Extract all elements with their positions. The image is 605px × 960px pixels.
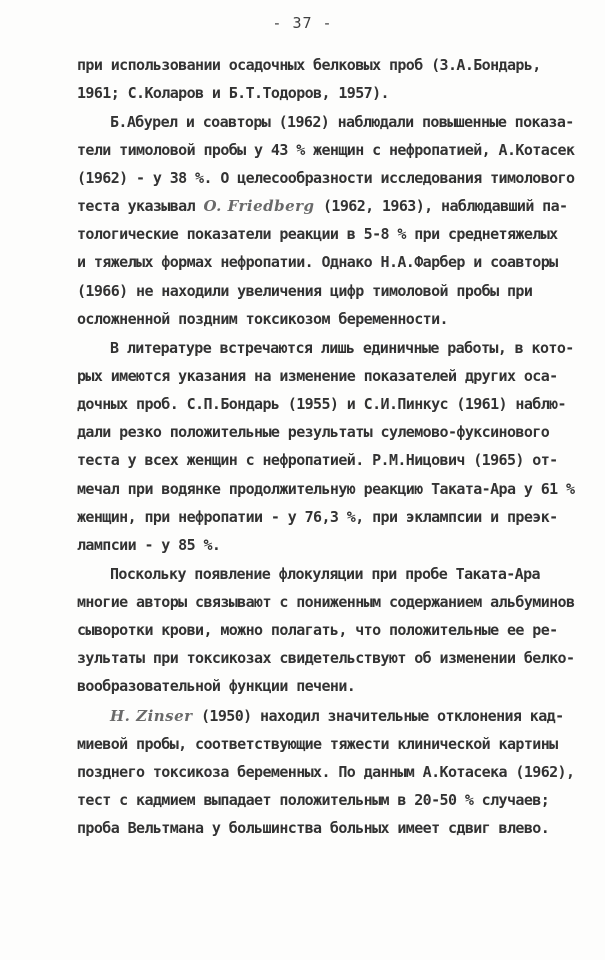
text-line: многие авторы связывают с пониженным содержанием альбуминов — [77, 593, 575, 611]
text-line: женщин, при нефропатии - у 76,3 %, при эклампсии и преэк- — [77, 508, 558, 526]
text-line-with-handwriting — [77, 197, 567, 215]
text-line: мечал при водянке продолжительную реакцию Таката-Ара у 61 % — [77, 480, 575, 498]
text-line: вообразовательной функции печени. — [77, 677, 356, 695]
text-line: и тяжелых формах нефропатии. Однако Н.А.Фарбер и соавторы — [77, 253, 558, 271]
text-line: Поскольку появление флокуляции при пробе Таката-Ара — [110, 565, 540, 583]
text-line: (1962) - у 38 %. О целесообразности исследования тимолового — [77, 169, 575, 187]
text-line: дочных проб. С.П.Бондарь (1955) и С.И.Пинкус (1961) наблю- — [77, 395, 566, 413]
typed-fragment: (1950) находил значительные отклонения кад- — [192, 707, 564, 725]
text-line: Б.Абурел и соавторы (1962) наблюдали повышенные показа- — [110, 113, 574, 131]
text-line: сыворотки крови, можно полагать, что положительные ее ре- — [77, 621, 558, 639]
handwritten-author-name: O. Friedberg — [203, 197, 315, 215]
page-number: - 37 - — [272, 14, 333, 32]
text-line: (1966) не находили увеличения цифр тимоловой пробы при — [77, 282, 533, 300]
text-line: при использовании осадочных белковых проб (З.А.Бондарь, — [77, 56, 541, 74]
text-line: тологические показатели реакции в 5-8 % при среднетяжелых — [77, 225, 558, 243]
text-line: проба Вельтмана у большинства больных имеет сдвиг влево. — [77, 819, 550, 837]
typed-fragment: (1962, 1963), наблюдавший па- — [314, 197, 568, 215]
text-line: лампсии - у 85 %. — [77, 536, 221, 554]
text-line: осложненной поздним токсикозом беременности. — [77, 310, 448, 328]
text-line: позднего токсикоза беременных. По данным А.Котасека (1962), — [77, 763, 575, 781]
handwritten-author-name: H. Zinser — [110, 707, 193, 725]
typed-fragment: теста указывал — [77, 197, 204, 215]
text-line: миевой пробы, соответствующие тяжести клинической картины — [77, 735, 558, 753]
text-line: 1961; С.Коларов и Б.Т.Тодоров, 1957). — [77, 84, 389, 102]
text-line: В литературе встречаются лишь единичные работы, в кото- — [110, 339, 574, 357]
text-line: тели тимоловой пробы у 43 % женщин с нефропатией, А.Котасек — [77, 141, 575, 159]
text-line: тест с кадмием выпадает положительным в 20-50 % случаев; — [77, 791, 550, 809]
text-line: рых имеются указания на изменение показателей других оса- — [77, 367, 558, 385]
text-line-with-handwriting — [110, 707, 564, 725]
text-line: дали резко положительные результаты сулемово-фуксинового — [77, 423, 550, 441]
text-line: зультаты при токсикозах свидетельствуют об изменении белко- — [77, 649, 575, 667]
text-line: теста у всех женщин с нефропатией. Р.М.Ницович (1965) от- — [77, 451, 558, 469]
